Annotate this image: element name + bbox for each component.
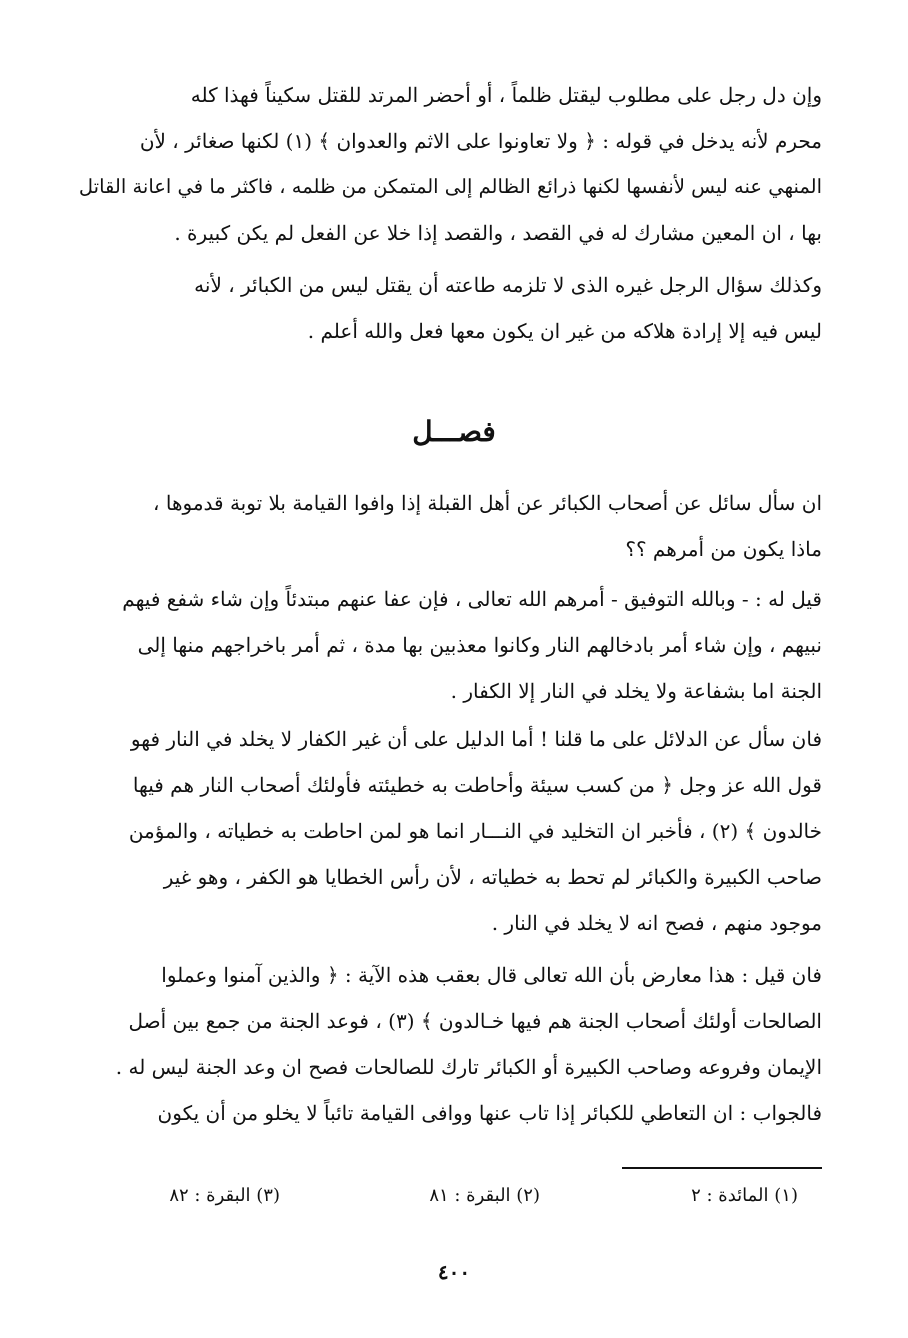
text-line: موجود منهم ، فصح انه لا يخلد في النار . xyxy=(491,911,822,935)
text-line: فالجواب : ان التعاطي للكبائر إذا تاب عنها ووافى القيامة تائباً لا يخلو من أن يكون xyxy=(157,1101,822,1125)
footnote-3: (٣) البقرة : ٨٢ xyxy=(169,1185,280,1206)
page-number: ٤٠٠ xyxy=(437,1260,471,1284)
footnote-divider xyxy=(622,1167,822,1169)
footnotes xyxy=(110,1185,810,1221)
text-line: ماذا يكون من أمرهم ؟؟ xyxy=(625,537,822,561)
footnote-2: (٢) البقرة : ٨١ xyxy=(429,1185,540,1206)
paragraph-4 xyxy=(76,576,822,714)
text-line: فان سأل عن الدلائل على ما قلنا ! أما الدليل على أن غير الكفار لا يخلد في النار فهو xyxy=(130,727,822,751)
text-line: بها ، ان المعين مشارك له في القصد ، والقصد إذا خلا عن الفعل لم يكن كبيرة . xyxy=(174,221,822,245)
paragraph-5 xyxy=(76,716,822,946)
text-line: قول الله عز وجل ﴿ من كسب سيئة وأحاطت به خطيئته فأولئك أصحاب النار هم فيها xyxy=(132,773,822,797)
text-line: فان قيل : هذا معارض بأن الله تعالى قال بعقب هذه الآية : ﴿ والذين آمنوا وعملوا xyxy=(161,963,822,987)
text-line: قيل له : - وبالله التوفيق - أمرهم الله تعالى ، فإن عفا عنهم مبتدئاً وإن شاء شفع فيهم xyxy=(122,587,822,611)
text-line: ليس فيه إلا إرادة هلاكه من غير ان يكون معها فعل والله أعلم . xyxy=(307,319,822,343)
paragraph-6 xyxy=(76,952,822,1136)
text-line: وكذلك سؤال الرجل غيره الذى لا تلزمه طاعته أن يقتل ليس من الكبائر ، لأنه xyxy=(194,273,822,297)
text-line: محرم لأنه يدخل في قوله : ﴿ ولا تعاونوا على الاثم والعدوان ﴾ (١) لكنها صغائر ، لأن xyxy=(139,129,822,153)
paragraph-3 xyxy=(76,480,822,572)
text-line: صاحب الكبيرة والكبائر لم تحط به خطياته ، لأن رأس الخطايا هو الكفر ، وهو غير xyxy=(163,865,822,889)
text-line: المنهي عنه ليس لأنفسها لكنها ذرائع الظالم إلى المتمكن من ظلمه ، فاكثر ما في اعانة القاتل xyxy=(78,175,822,198)
text-line: خالدون ﴾ (٢) ، فأخبر ان التخليد في النـــار انما هو لمن احاطت به خطياته ، والمؤمن xyxy=(128,819,822,843)
section-heading: فصـــل xyxy=(412,415,496,448)
text-line: الإيمان وفروعه وصاحب الكبيرة أو الكبائر تارك للصالحات فصح ان وعد الجنة ليس له . xyxy=(115,1055,822,1079)
paragraph-1 xyxy=(76,72,822,256)
paragraph-2 xyxy=(76,262,822,354)
text-line: ان سأل سائل عن أصحاب الكبائر عن أهل القبلة إذا وافوا القيامة بلا توبة قدموها ، xyxy=(153,491,822,515)
text-line: الجنة اما بشفاعة ولا يخلد في النار إلا الكفار . xyxy=(450,679,822,703)
text-line: الصالحات أولئك أصحاب الجنة هم فيها خـالدون ﴾ (٣) ، فوعد الجنة من جمع بين أصل xyxy=(128,1009,822,1033)
text-line: نبيهم ، وإن شاء أمر بادخالهم النار وكانوا معذبين بها مدة ، ثم أمر باخراجهم منها إلى xyxy=(137,633,822,657)
text-line: وإن دل رجل على مطلوب ليقتل ظلماً ، أو أحضر المرتد للقتل سكيناً فهذا كله xyxy=(190,83,822,107)
footnote-1: (١) المائدة : ٢ xyxy=(691,1185,798,1206)
